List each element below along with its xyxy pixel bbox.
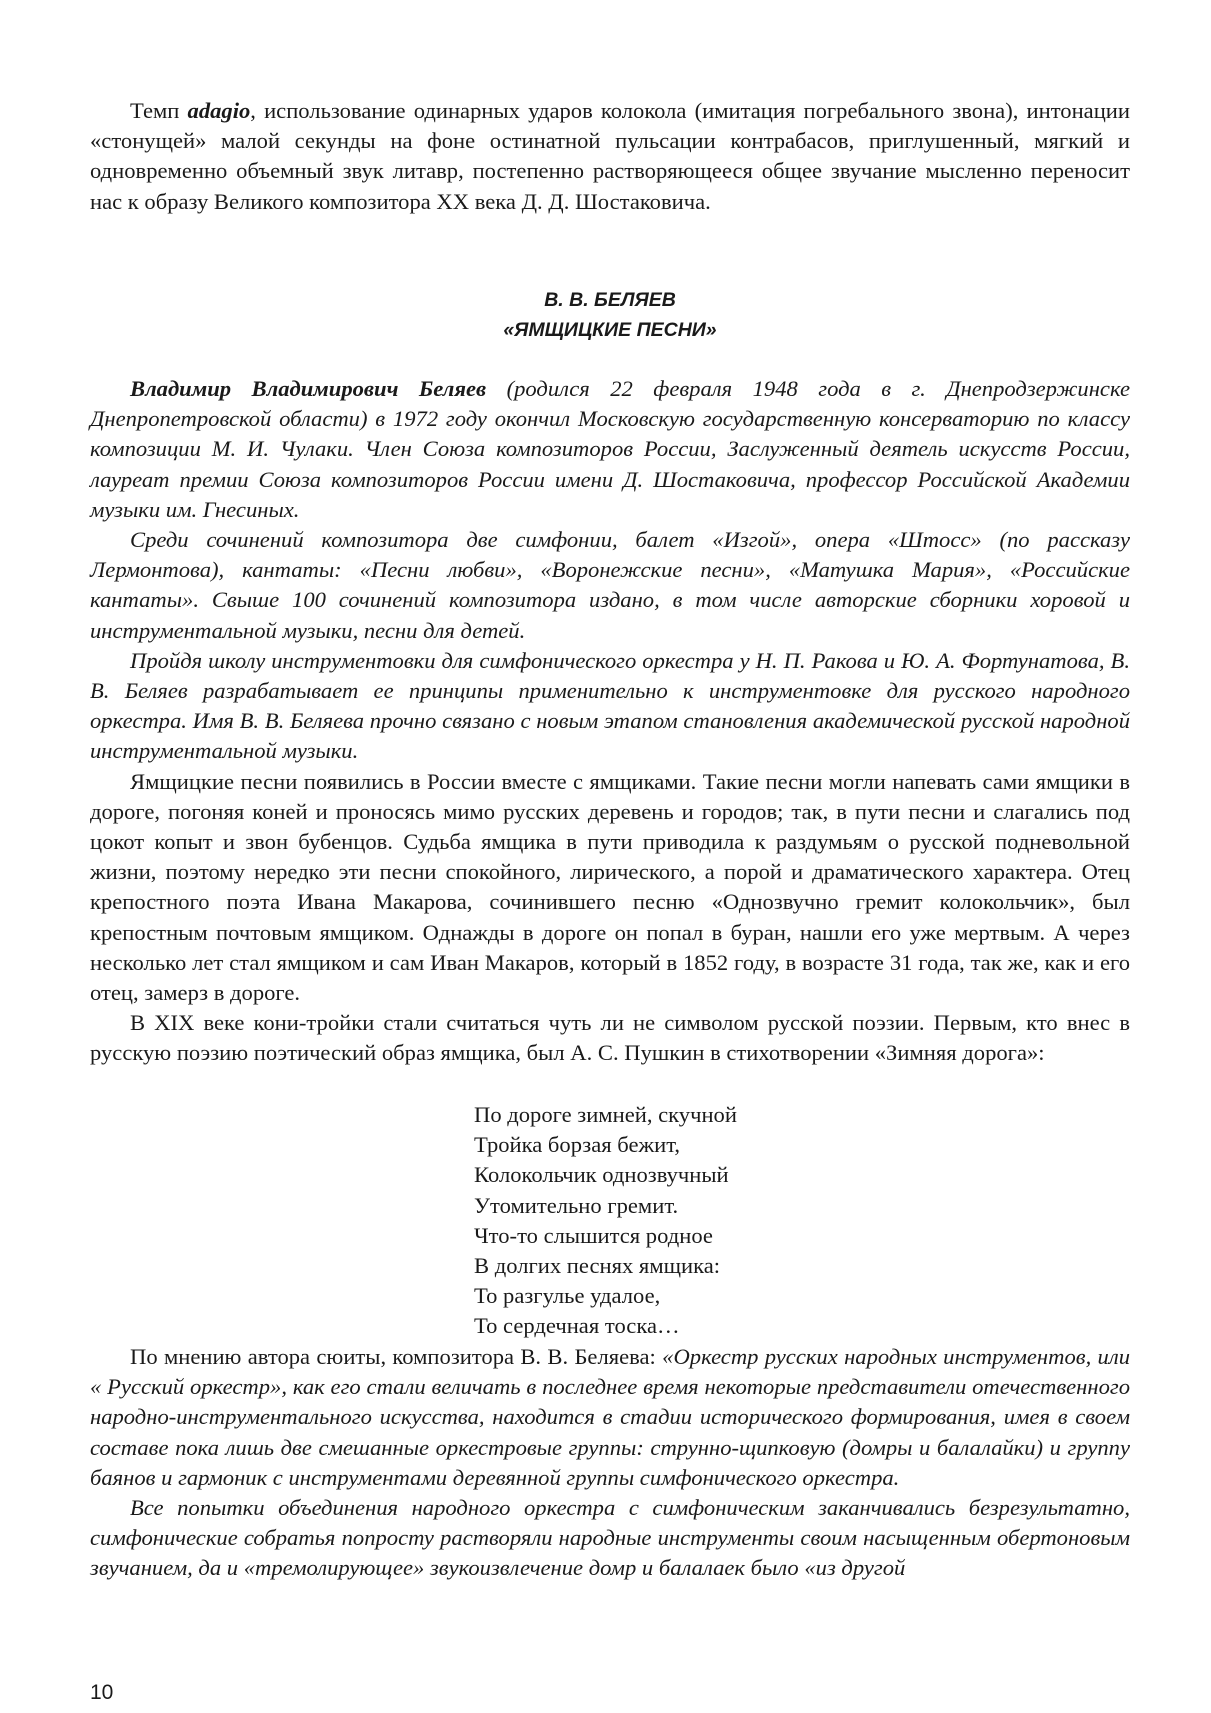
composer-name: Владимир Владимирович Беляев [130, 376, 487, 401]
continuation-text [90, 1342, 1130, 1584]
body-paragraph-quote: По мнению автора сюиты, композитора В. В. Беляева: «Оркестр русских народных инструментов, или « Русский оркестр», как его стали величать в последнее время некоторые представители отечественного народно-инструментального искусства, находится в стадии исторического формирования, имея в своем составе пока лишь две смешанные оркестровые группы: струнно-щипковую (домры и балалайки) и группу баянов и гармоник с инструментами деревянной группы симфонического оркестра. [90, 1344, 1130, 1490]
poem-line: Что-то слышится родное [474, 1222, 713, 1248]
body-paragraph-attempts: Все попытки объединения народного оркестра с симфоническим заканчивались безрезультатно, симфонические собратья попросту растворяли народные инструменты своим насыщенным обертоновым звучанием, да и «тремолирующее» звукоизвлечение домр и балалаек было «из другой [90, 1495, 1130, 1581]
poem-line: Колокольчик однозвучный [474, 1162, 729, 1188]
bio-paragraph-3: Пройдя школу инструментовки для симфонического оркестра у Н. П. Ракова и Ю. А. Фортунатова, В. В. Беляев разрабатывает ее принципы применительно к инструментовке для русского народного оркестра. Имя В. В. Беляева прочно связано с новым этапом становления академической русской народной инструментальной музыки. [90, 647, 1130, 764]
poem-line: По дороге зимней, скучной [474, 1102, 737, 1127]
poem-line: То разгулье удалое, [474, 1283, 661, 1309]
body-paragraph-yamshchik: Ямщицкие песни появились в России вместе с ямщиками. Такие песни могли напевать сами ямщики в дороге, погоняя коней и проносясь мимо русских деревень и городов; так, в пути песни и слагались под цокот копыт и звон бубенцов. Судьба ямщика в пути приводила к раздумьям о русской подневольной жизни, поэтому нередко эти песни спокойного, лирического, а порой и драматического характера. Отец крепостного поэта Ивана Макарова, сочинившего песню «Однозвучно гремит колокольчик», был крепостным почтовым ямщиком. Однажды в дороге он попал в буран, нашли его уже мертвым. А через несколько лет стал ямщиком и сам Иван Макаров, который в 1852 году, в возрасте 31 года, так же, как и его отец, замерз в дороге. [90, 768, 1130, 1006]
section-title: «ЯМЩИЦКИЕ ПЕСНИ» [503, 319, 717, 341]
bio-paragraph-2: Среди сочинений композитора две симфонии, балет «Изгой», опера «Штосс» (по рассказу Лермонтова), кантаты: «Песни любви», «Воронежские песни», «Матушка Мария», «Российские кантаты». Свыше 100 сочинений композитора издано, в том числе авторские сборники хоровой и инструментальной музыки, песни для детей. [90, 527, 1130, 643]
tempo-term: adagio [187, 98, 251, 123]
intro-block [90, 96, 1130, 217]
poem-line: Утомительно гремит. [474, 1192, 679, 1218]
bio-paragraph-1: Владимир Владимирович Беляев (родился 22 февраля 1948 года в г. Днепродзержинске Днепропетровской области) в 1972 году окончил Московскую государственную консерваторию по классу композиции М. И. Чулаки. Член Союза композиторов России, Заслуженный деятель искусств России, лауреат премии Союза композиторов России имени Д. Шостаковича, профессор Российской Академии музыки им. Гнесиных. [90, 376, 1130, 522]
poem-line: Тройка борзая бежит, [474, 1132, 681, 1158]
section-author: В. В. БЕЛЯЕВ [544, 289, 676, 311]
body-paragraph-troika: В XIX веке кони-тройки стали считаться чуть ли не символом русской поэзии. Первым, кто внес в русскую поэзию поэтический образ ямщика, был А. С. Пушкин в стихотворении «Зимняя дорога»: [90, 1010, 1130, 1066]
page-number: 10 [90, 1681, 114, 1704]
main-text [90, 374, 1130, 1069]
section-heading [90, 285, 1130, 345]
intro-paragraph: Темп adagio, использование одинарных ударов колокола (имитация погребального звона), интонации «стонущей» малой секунды на фоне остинатной пульсации контрабасов, приглушенный, мягкий и одновременно объемный звук литавр, постепенно растворяющееся общее звучание мысленно переносит нас к образу Великого композитора XX века Д. Д. Шостаковича. [90, 98, 1130, 214]
poem-line: В долгих песнях ямщика: [474, 1253, 721, 1279]
poem-line: То сердечная тоска… [474, 1313, 680, 1339]
poem [474, 1100, 737, 1342]
